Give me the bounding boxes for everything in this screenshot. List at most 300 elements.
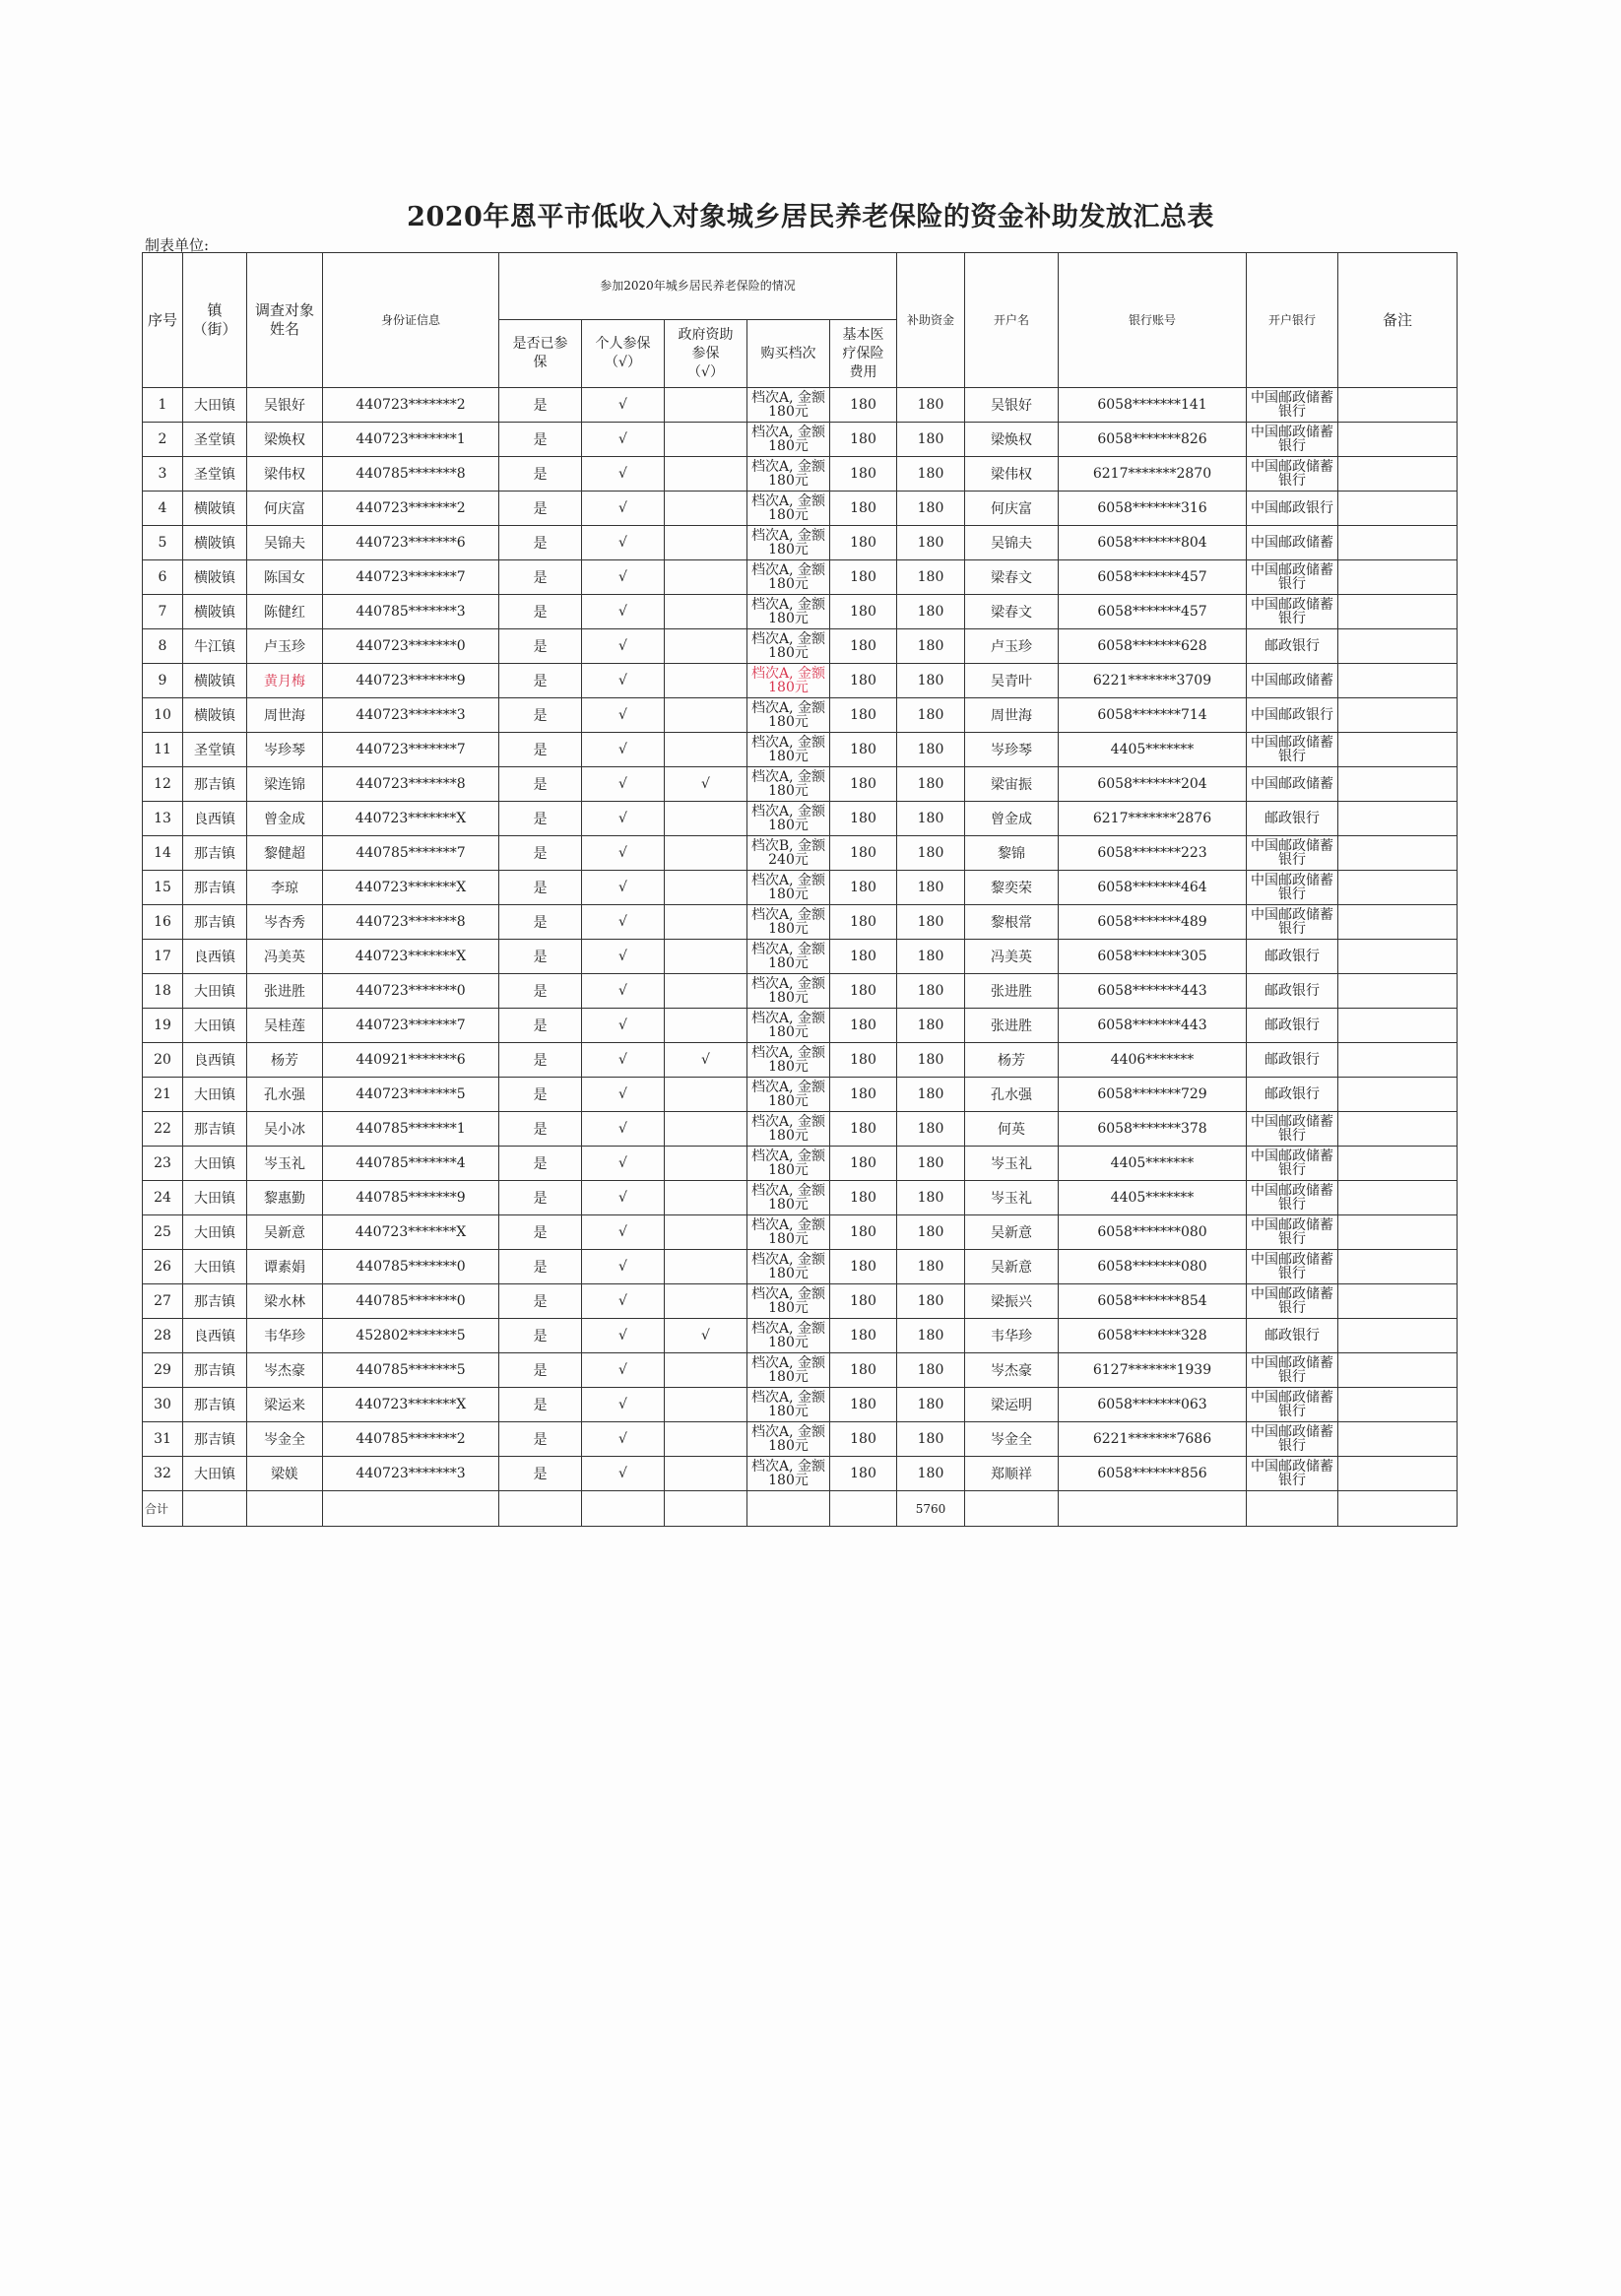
cell-tier: 档次A, 金额 180元 bbox=[747, 595, 830, 629]
header-tier: 购买档次 bbox=[747, 320, 830, 388]
cell-personal: √ bbox=[582, 698, 665, 733]
cell-gov bbox=[665, 1457, 747, 1491]
cell-account-name: 冯美英 bbox=[965, 940, 1059, 974]
cell-note bbox=[1338, 733, 1458, 767]
cell-subsidy: 180 bbox=[897, 664, 965, 698]
table-row bbox=[143, 940, 1458, 974]
cell-name: 吴小冰 bbox=[247, 1112, 323, 1147]
cell-id: 440723*******2 bbox=[323, 388, 499, 423]
cell-name: 梁水林 bbox=[247, 1284, 323, 1319]
cell-id: 440723*******9 bbox=[323, 664, 499, 698]
cell-name: 黄月梅 bbox=[247, 664, 323, 698]
cell-seq: 4 bbox=[143, 492, 183, 526]
cell-gov bbox=[665, 1078, 747, 1112]
cell-gov bbox=[665, 595, 747, 629]
cell-personal: √ bbox=[582, 664, 665, 698]
cell-enrolled: 是 bbox=[499, 905, 582, 940]
cell-tier: 档次A, 金额 180元 bbox=[747, 492, 830, 526]
cell-gov bbox=[665, 423, 747, 457]
cell-account-name: 梁运明 bbox=[965, 1388, 1059, 1422]
cell-enrolled: 是 bbox=[499, 1319, 582, 1353]
cell-subsidy: 180 bbox=[897, 733, 965, 767]
cell-account: 6058*******316 bbox=[1059, 492, 1247, 526]
cell-id: 440785*******5 bbox=[323, 1353, 499, 1388]
cell-name: 冯美英 bbox=[247, 940, 323, 974]
table-row bbox=[143, 733, 1458, 767]
cell-town: 良西镇 bbox=[183, 940, 247, 974]
cell-gov bbox=[665, 560, 747, 595]
cell-account-name: 黎锦 bbox=[965, 836, 1059, 871]
cell-account-name: 张进胜 bbox=[965, 1009, 1059, 1043]
total-cell bbox=[323, 1491, 499, 1527]
cell-personal: √ bbox=[582, 1250, 665, 1284]
cell-account: 6058*******141 bbox=[1059, 388, 1247, 423]
cell-id: 440785*******7 bbox=[323, 836, 499, 871]
cell-town: 大田镇 bbox=[183, 1250, 247, 1284]
cell-name: 吴银好 bbox=[247, 388, 323, 423]
cell-medical: 180 bbox=[830, 526, 897, 560]
table-row bbox=[143, 871, 1458, 905]
cell-subsidy: 180 bbox=[897, 871, 965, 905]
cell-id: 440785*******0 bbox=[323, 1250, 499, 1284]
cell-enrolled: 是 bbox=[499, 1009, 582, 1043]
cell-bank: 邮政银行 bbox=[1247, 1009, 1338, 1043]
cell-bank: 邮政银行 bbox=[1247, 802, 1338, 836]
cell-personal: √ bbox=[582, 560, 665, 595]
cell-account-name: 梁焕权 bbox=[965, 423, 1059, 457]
cell-name: 曾金成 bbox=[247, 802, 323, 836]
cell-bank: 中国邮政储蓄 银行 bbox=[1247, 560, 1338, 595]
cell-bank: 中国邮政储蓄 银行 bbox=[1247, 1353, 1338, 1388]
cell-id: 440723*******8 bbox=[323, 905, 499, 940]
cell-town: 圣堂镇 bbox=[183, 423, 247, 457]
cell-tier: 档次A, 金额 180元 bbox=[747, 1353, 830, 1388]
cell-seq: 18 bbox=[143, 974, 183, 1009]
cell-tier: 档次A, 金额 180元 bbox=[747, 733, 830, 767]
cell-gov bbox=[665, 1388, 747, 1422]
cell-town: 大田镇 bbox=[183, 974, 247, 1009]
cell-enrolled: 是 bbox=[499, 457, 582, 492]
cell-bank: 邮政银行 bbox=[1247, 1043, 1338, 1078]
cell-seq: 3 bbox=[143, 457, 183, 492]
cell-town: 横陂镇 bbox=[183, 664, 247, 698]
cell-id: 440723*******3 bbox=[323, 1457, 499, 1491]
cell-gov bbox=[665, 388, 747, 423]
cell-name: 岑杰豪 bbox=[247, 1353, 323, 1388]
table-row bbox=[143, 560, 1458, 595]
cell-bank: 邮政银行 bbox=[1247, 940, 1338, 974]
cell-account-name: 郑顺祥 bbox=[965, 1457, 1059, 1491]
cell-account: 6221*******7686 bbox=[1059, 1422, 1247, 1457]
cell-bank: 中国邮政储蓄 银行 bbox=[1247, 595, 1338, 629]
cell-town: 横陂镇 bbox=[183, 492, 247, 526]
cell-account-name: 岑玉礼 bbox=[965, 1181, 1059, 1215]
cell-personal: √ bbox=[582, 1043, 665, 1078]
cell-id: 440723*******3 bbox=[323, 698, 499, 733]
cell-town: 大田镇 bbox=[183, 1181, 247, 1215]
cell-note bbox=[1338, 1009, 1458, 1043]
cell-name: 周世海 bbox=[247, 698, 323, 733]
cell-bank: 中国邮政储蓄 银行 bbox=[1247, 1250, 1338, 1284]
cell-id: 440723*******5 bbox=[323, 1078, 499, 1112]
cell-tier: 档次A, 金额 180元 bbox=[747, 871, 830, 905]
cell-subsidy: 180 bbox=[897, 526, 965, 560]
cell-town: 那吉镇 bbox=[183, 1284, 247, 1319]
header-gov: 政府资助 参保 （√） bbox=[665, 320, 747, 388]
cell-note bbox=[1338, 664, 1458, 698]
header-note: 备注 bbox=[1338, 253, 1458, 388]
cell-bank: 中国邮政储蓄 银行 bbox=[1247, 1112, 1338, 1147]
cell-seq: 28 bbox=[143, 1319, 183, 1353]
cell-enrolled: 是 bbox=[499, 629, 582, 664]
total-cell bbox=[499, 1491, 582, 1527]
cell-medical: 180 bbox=[830, 940, 897, 974]
cell-name: 梁连锦 bbox=[247, 767, 323, 802]
cell-town: 那吉镇 bbox=[183, 871, 247, 905]
cell-account: 6058*******328 bbox=[1059, 1319, 1247, 1353]
cell-account: 6058*******443 bbox=[1059, 974, 1247, 1009]
cell-bank: 邮政银行 bbox=[1247, 1319, 1338, 1353]
cell-tier: 档次A, 金额 180元 bbox=[747, 802, 830, 836]
cell-seq: 12 bbox=[143, 767, 183, 802]
cell-town: 那吉镇 bbox=[183, 1388, 247, 1422]
table-row bbox=[143, 595, 1458, 629]
cell-town: 大田镇 bbox=[183, 1457, 247, 1491]
cell-gov bbox=[665, 1147, 747, 1181]
cell-medical: 180 bbox=[830, 836, 897, 871]
cell-tier: 档次A, 金额 180元 bbox=[747, 1181, 830, 1215]
cell-name: 吴新意 bbox=[247, 1215, 323, 1250]
cell-note bbox=[1338, 629, 1458, 664]
cell-personal: √ bbox=[582, 1147, 665, 1181]
cell-tier: 档次A, 金额 180元 bbox=[747, 905, 830, 940]
cell-town: 那吉镇 bbox=[183, 1353, 247, 1388]
cell-personal: √ bbox=[582, 1215, 665, 1250]
total-label: 合计 bbox=[143, 1491, 183, 1527]
cell-tier: 档次A, 金额 180元 bbox=[747, 1043, 830, 1078]
cell-id: 440723*******X bbox=[323, 871, 499, 905]
cell-note bbox=[1338, 871, 1458, 905]
cell-seq: 7 bbox=[143, 595, 183, 629]
cell-subsidy: 180 bbox=[897, 1043, 965, 1078]
cell-tier: 档次A, 金额 180元 bbox=[747, 629, 830, 664]
cell-account-name: 吴银好 bbox=[965, 388, 1059, 423]
table-row bbox=[143, 802, 1458, 836]
cell-tier: 档次A, 金额 180元 bbox=[747, 1112, 830, 1147]
cell-personal: √ bbox=[582, 629, 665, 664]
cell-note bbox=[1338, 1147, 1458, 1181]
table-row bbox=[143, 836, 1458, 871]
cell-enrolled: 是 bbox=[499, 526, 582, 560]
cell-name: 梁焕权 bbox=[247, 423, 323, 457]
cell-account-name: 吴锦夫 bbox=[965, 526, 1059, 560]
cell-account: 6058*******856 bbox=[1059, 1457, 1247, 1491]
cell-note bbox=[1338, 698, 1458, 733]
cell-gov bbox=[665, 802, 747, 836]
cell-bank: 中国邮政储蓄 银行 bbox=[1247, 1422, 1338, 1457]
cell-medical: 180 bbox=[830, 1388, 897, 1422]
cell-account-name: 吴青叶 bbox=[965, 664, 1059, 698]
cell-medical: 180 bbox=[830, 1043, 897, 1078]
cell-id: 440723*******1 bbox=[323, 423, 499, 457]
cell-personal: √ bbox=[582, 1112, 665, 1147]
cell-account-name: 杨芳 bbox=[965, 1043, 1059, 1078]
table-row bbox=[143, 1215, 1458, 1250]
header-personal: 个人参保 （√） bbox=[582, 320, 665, 388]
table-row bbox=[143, 1457, 1458, 1491]
cell-seq: 22 bbox=[143, 1112, 183, 1147]
cell-gov bbox=[665, 974, 747, 1009]
cell-seq: 6 bbox=[143, 560, 183, 595]
cell-bank: 中国邮政储蓄 银行 bbox=[1247, 836, 1338, 871]
table-row bbox=[143, 1319, 1458, 1353]
cell-id: 440785*******9 bbox=[323, 1181, 499, 1215]
cell-town: 圣堂镇 bbox=[183, 457, 247, 492]
cell-personal: √ bbox=[582, 595, 665, 629]
cell-name: 陈国女 bbox=[247, 560, 323, 595]
cell-subsidy: 180 bbox=[897, 629, 965, 664]
total-cell bbox=[965, 1491, 1059, 1527]
total-cell bbox=[1059, 1491, 1247, 1527]
cell-medical: 180 bbox=[830, 1457, 897, 1491]
header-subsidy: 补助资金 bbox=[897, 253, 965, 388]
cell-account-name: 曾金成 bbox=[965, 802, 1059, 836]
cell-account-name: 周世海 bbox=[965, 698, 1059, 733]
header-enrolled: 是否已参 保 bbox=[499, 320, 582, 388]
cell-bank: 中国邮政银行 bbox=[1247, 698, 1338, 733]
cell-account-name: 张进胜 bbox=[965, 974, 1059, 1009]
header-bank: 开户银行 bbox=[1247, 253, 1338, 388]
cell-bank: 中国邮政储蓄 银行 bbox=[1247, 457, 1338, 492]
cell-medical: 180 bbox=[830, 1319, 897, 1353]
table-row bbox=[143, 1250, 1458, 1284]
cell-gov: √ bbox=[665, 1043, 747, 1078]
table-row bbox=[143, 492, 1458, 526]
cell-account-name: 岑珍琴 bbox=[965, 733, 1059, 767]
cell-id: 440723*******0 bbox=[323, 629, 499, 664]
cell-tier: 档次A, 金额 180元 bbox=[747, 940, 830, 974]
cell-town: 良西镇 bbox=[183, 802, 247, 836]
cell-personal: √ bbox=[582, 388, 665, 423]
cell-bank: 邮政银行 bbox=[1247, 629, 1338, 664]
cell-seq: 29 bbox=[143, 1353, 183, 1388]
cell-enrolled: 是 bbox=[499, 1215, 582, 1250]
cell-note bbox=[1338, 1215, 1458, 1250]
cell-name: 杨芳 bbox=[247, 1043, 323, 1078]
table-body bbox=[143, 388, 1458, 1491]
cell-account-name: 卢玉珍 bbox=[965, 629, 1059, 664]
cell-note bbox=[1338, 526, 1458, 560]
cell-personal: √ bbox=[582, 802, 665, 836]
cell-personal: √ bbox=[582, 423, 665, 457]
cell-account: 6217*******2870 bbox=[1059, 457, 1247, 492]
cell-id: 440921*******6 bbox=[323, 1043, 499, 1078]
cell-note bbox=[1338, 457, 1458, 492]
cell-gov bbox=[665, 664, 747, 698]
cell-account-name: 吴新意 bbox=[965, 1215, 1059, 1250]
cell-medical: 180 bbox=[830, 1112, 897, 1147]
cell-name: 梁运来 bbox=[247, 1388, 323, 1422]
cell-account: 6058*******714 bbox=[1059, 698, 1247, 733]
cell-personal: √ bbox=[582, 1078, 665, 1112]
cell-bank: 中国邮政储蓄 银行 bbox=[1247, 871, 1338, 905]
table-row bbox=[143, 905, 1458, 940]
cell-enrolled: 是 bbox=[499, 871, 582, 905]
cell-name: 岑金全 bbox=[247, 1422, 323, 1457]
cell-tier: 档次A, 金额 180元 bbox=[747, 457, 830, 492]
cell-tier: 档次A, 金额 180元 bbox=[747, 1284, 830, 1319]
cell-note bbox=[1338, 1388, 1458, 1422]
total-cell bbox=[247, 1491, 323, 1527]
cell-note bbox=[1338, 1284, 1458, 1319]
cell-name: 黎健超 bbox=[247, 836, 323, 871]
cell-subsidy: 180 bbox=[897, 423, 965, 457]
cell-personal: √ bbox=[582, 1388, 665, 1422]
cell-tier: 档次A, 金额 180元 bbox=[747, 1457, 830, 1491]
cell-town: 大田镇 bbox=[183, 388, 247, 423]
cell-account-name: 何庆富 bbox=[965, 492, 1059, 526]
cell-enrolled: 是 bbox=[499, 940, 582, 974]
cell-town: 那吉镇 bbox=[183, 836, 247, 871]
cell-account: 6058*******443 bbox=[1059, 1009, 1247, 1043]
cell-subsidy: 180 bbox=[897, 1353, 965, 1388]
cell-personal: √ bbox=[582, 1181, 665, 1215]
cell-note bbox=[1338, 1181, 1458, 1215]
cell-gov bbox=[665, 457, 747, 492]
cell-account: 4405******* bbox=[1059, 733, 1247, 767]
cell-gov bbox=[665, 1284, 747, 1319]
header-insurance-group: 参加2020年城乡居民养老保险的情况 bbox=[499, 253, 897, 320]
cell-account: 6058*******080 bbox=[1059, 1250, 1247, 1284]
cell-medical: 180 bbox=[830, 1147, 897, 1181]
table-row bbox=[143, 1353, 1458, 1388]
table-row bbox=[143, 1181, 1458, 1215]
cell-id: 452802*******5 bbox=[323, 1319, 499, 1353]
cell-subsidy: 180 bbox=[897, 595, 965, 629]
preparing-unit-label: 制表单位: bbox=[145, 236, 210, 254]
cell-note bbox=[1338, 836, 1458, 871]
cell-account-name: 梁振兴 bbox=[965, 1284, 1059, 1319]
cell-bank: 中国邮政储蓄 银行 bbox=[1247, 1457, 1338, 1491]
cell-account: 4405******* bbox=[1059, 1147, 1247, 1181]
cell-town: 横陂镇 bbox=[183, 560, 247, 595]
cell-account: 6058*******628 bbox=[1059, 629, 1247, 664]
cell-subsidy: 180 bbox=[897, 905, 965, 940]
cell-account: 6058*******854 bbox=[1059, 1284, 1247, 1319]
cell-note bbox=[1338, 492, 1458, 526]
cell-town: 良西镇 bbox=[183, 1043, 247, 1078]
cell-account: 6058*******489 bbox=[1059, 905, 1247, 940]
cell-account: 6058*******804 bbox=[1059, 526, 1247, 560]
cell-enrolled: 是 bbox=[499, 1284, 582, 1319]
cell-subsidy: 180 bbox=[897, 492, 965, 526]
cell-tier: 档次A, 金额 180元 bbox=[747, 423, 830, 457]
cell-medical: 180 bbox=[830, 905, 897, 940]
cell-note bbox=[1338, 802, 1458, 836]
cell-tier: 档次A, 金额 180元 bbox=[747, 388, 830, 423]
cell-seq: 2 bbox=[143, 423, 183, 457]
cell-town: 圣堂镇 bbox=[183, 733, 247, 767]
cell-bank: 中国邮政储蓄 银行 bbox=[1247, 423, 1338, 457]
cell-town: 大田镇 bbox=[183, 1147, 247, 1181]
cell-enrolled: 是 bbox=[499, 1388, 582, 1422]
cell-account-name: 梁春文 bbox=[965, 560, 1059, 595]
cell-note bbox=[1338, 767, 1458, 802]
cell-account-name: 梁春文 bbox=[965, 595, 1059, 629]
cell-note bbox=[1338, 1250, 1458, 1284]
cell-bank: 中国邮政储蓄 银行 bbox=[1247, 388, 1338, 423]
cell-gov bbox=[665, 1250, 747, 1284]
cell-seq: 8 bbox=[143, 629, 183, 664]
cell-subsidy: 180 bbox=[897, 1422, 965, 1457]
table-row bbox=[143, 767, 1458, 802]
cell-id: 440785*******3 bbox=[323, 595, 499, 629]
cell-personal: √ bbox=[582, 767, 665, 802]
cell-enrolled: 是 bbox=[499, 698, 582, 733]
cell-tier: 档次A, 金额 180元 bbox=[747, 1422, 830, 1457]
total-cell bbox=[1338, 1491, 1458, 1527]
cell-bank: 中国邮政储蓄 银行 bbox=[1247, 1181, 1338, 1215]
table-row bbox=[143, 974, 1458, 1009]
cell-personal: √ bbox=[582, 1319, 665, 1353]
cell-account: 6058*******223 bbox=[1059, 836, 1247, 871]
table-row bbox=[143, 1284, 1458, 1319]
cell-account-name: 吴新意 bbox=[965, 1250, 1059, 1284]
subsidy-summary-table bbox=[142, 252, 1458, 1527]
cell-medical: 180 bbox=[830, 1215, 897, 1250]
cell-account: 6058*******305 bbox=[1059, 940, 1247, 974]
cell-gov bbox=[665, 940, 747, 974]
cell-seq: 32 bbox=[143, 1457, 183, 1491]
cell-tier: 档次A, 金额 180元 bbox=[747, 526, 830, 560]
cell-tier: 档次A, 金额 180元 bbox=[747, 1319, 830, 1353]
cell-name: 何庆富 bbox=[247, 492, 323, 526]
cell-note bbox=[1338, 388, 1458, 423]
cell-personal: √ bbox=[582, 974, 665, 1009]
cell-note bbox=[1338, 1319, 1458, 1353]
cell-bank: 中国邮政储蓄 bbox=[1247, 526, 1338, 560]
table-row bbox=[143, 1422, 1458, 1457]
cell-subsidy: 180 bbox=[897, 1215, 965, 1250]
cell-tier: 档次A, 金额 180元 bbox=[747, 1147, 830, 1181]
cell-personal: √ bbox=[582, 492, 665, 526]
table-row bbox=[143, 698, 1458, 733]
cell-town: 那吉镇 bbox=[183, 767, 247, 802]
cell-town: 横陂镇 bbox=[183, 698, 247, 733]
cell-gov bbox=[665, 1422, 747, 1457]
cell-note bbox=[1338, 905, 1458, 940]
header-seq: 序号 bbox=[143, 253, 183, 388]
cell-tier: 档次B, 金额 240元 bbox=[747, 836, 830, 871]
cell-medical: 180 bbox=[830, 560, 897, 595]
table-row bbox=[143, 1009, 1458, 1043]
cell-gov bbox=[665, 1353, 747, 1388]
cell-enrolled: 是 bbox=[499, 733, 582, 767]
cell-account-name: 梁伟权 bbox=[965, 457, 1059, 492]
cell-name: 黎惠勤 bbox=[247, 1181, 323, 1215]
cell-town: 大田镇 bbox=[183, 1215, 247, 1250]
cell-seq: 17 bbox=[143, 940, 183, 974]
cell-town: 那吉镇 bbox=[183, 905, 247, 940]
cell-medical: 180 bbox=[830, 595, 897, 629]
cell-seq: 24 bbox=[143, 1181, 183, 1215]
cell-enrolled: 是 bbox=[499, 1457, 582, 1491]
cell-medical: 180 bbox=[830, 1078, 897, 1112]
cell-subsidy: 180 bbox=[897, 698, 965, 733]
cell-account-name: 岑金全 bbox=[965, 1422, 1059, 1457]
cell-enrolled: 是 bbox=[499, 492, 582, 526]
cell-account: 6058*******826 bbox=[1059, 423, 1247, 457]
